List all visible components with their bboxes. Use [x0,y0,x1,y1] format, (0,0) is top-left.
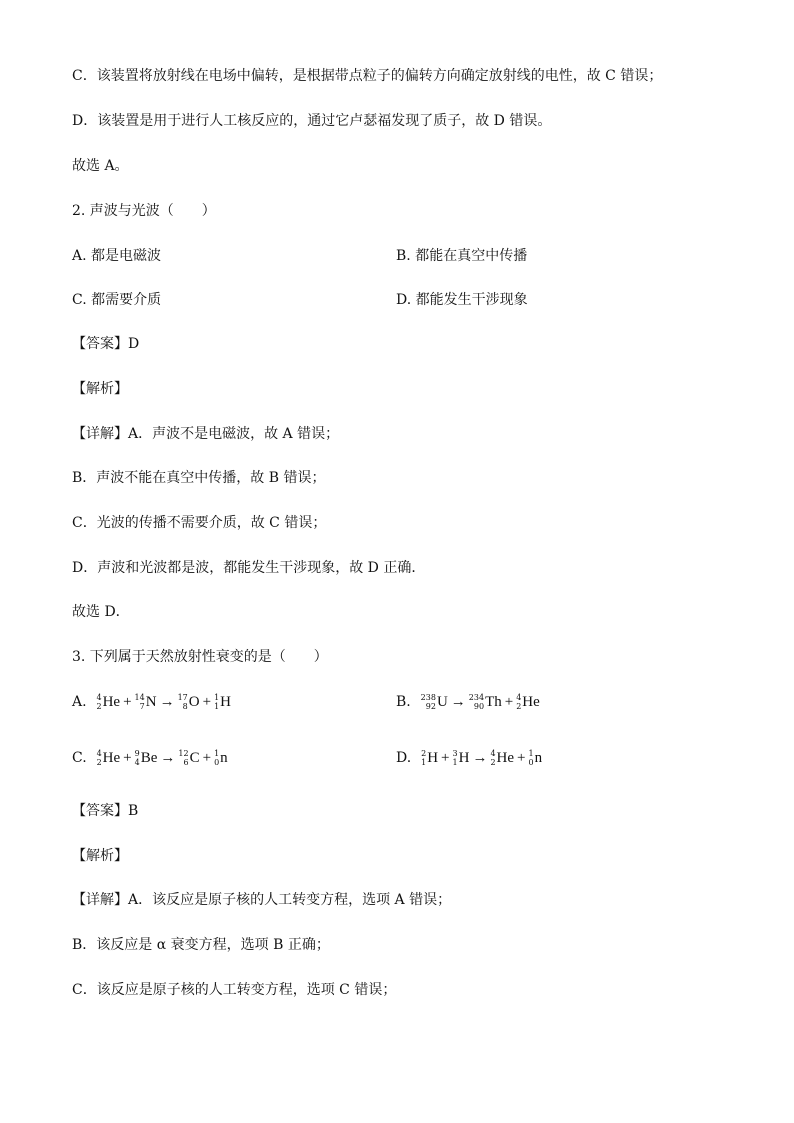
nuclide: 3 1 H [452,749,470,767]
q3-option-b: B. 238 92 U → 234 90 Th + 4 2 He [396,693,540,711]
q2-detail: 故选 D． [72,604,130,620]
answer-value: D [128,336,140,352]
q2-detail: D．声波和光波都是波，都能发生干涉现象，故 D 正确． [72,560,426,576]
nuclide: 4 2 He [96,693,121,711]
nuclide: 4 2 He [516,693,540,711]
question-2-stem: 2. 声波与光波（ ） [72,203,216,219]
q2-detail: C．光波的传播不需要介质，故 C 错误； [72,515,327,531]
q3-option-d: D. 2 1 H + 3 1 H → 4 2 He + 1 0 n [396,749,543,767]
nuclide: 17 8 O [177,693,200,711]
q3-answer [72,801,138,821]
q3-option-a: A. 4 2 He + 14 7 N → 17 8 O + 1 1 H [72,693,231,711]
q2-option-b: B. 都能在真空中传播 [396,248,528,264]
answer-label: 【答案】 [72,803,128,819]
answer-value: B [128,803,139,819]
text-line: D．该装置是用于进行人工核反应的，通过它卢瑟福发现了质子，故 D 错误。 [72,113,552,129]
q3-detail: B．该反应是 α 衰变方程，选项 B 正确； [72,937,330,953]
q2-option-c: C. 都需要介质 [72,292,162,308]
text-line: C．该装置将放射线在电场中偏转，是根据带点粒子的偏转方向确定放射线的电性，故 C 错误； [72,68,663,84]
q2-answer [72,334,139,354]
q3-option-c: C. 4 2 He + 9 4 Be → 12 6 C + 1 0 n [72,749,228,767]
q2-option-a: A. 都是电磁波 [72,248,162,264]
q2-detail: 【详解】A．声波不是电磁波，故 A 错误； [72,426,340,442]
nuclide: 9 4 Be [134,749,158,767]
nuclide: 4 2 He [96,749,121,767]
arrow-icon: → [160,750,176,766]
q3-detail: 【详解】A．该反应是原子核的人工转变方程，选项 A 错误； [72,892,452,908]
nuclide: 4 2 He [490,749,515,767]
arrow-icon: → [472,750,488,766]
q2-option-d: D. 都能发生干涉现象 [396,292,528,308]
text-line: 故选 A。 [72,158,129,174]
q2-detail: B．声波不能在真空中传播，故 B 错误； [72,470,326,486]
nuclide: 1 1 H [214,693,231,711]
nuclide: 14 7 N [134,693,157,711]
arrow-icon: → [450,694,466,710]
q3-analysis-label: 【解析】 [72,848,128,864]
nuclide: 1 0 n [214,749,228,767]
nuclide: 1 0 n [528,749,543,767]
nuclide: 12 6 C [178,749,200,767]
question-3-stem: 3. 下列属于天然放射性衰变的是（ ） [72,649,328,665]
q2-analysis-label: 【解析】 [72,381,128,397]
nuclide: 238 92 U [420,693,448,711]
nuclide: 234 90 Th [468,693,502,711]
arrow-icon: → [159,694,175,710]
answer-label: 【答案】 [72,336,128,352]
nuclide: 2 1 H [421,749,439,767]
q3-detail: C．该反应是原子核的人工转变方程，选项 C 错误； [72,982,397,998]
